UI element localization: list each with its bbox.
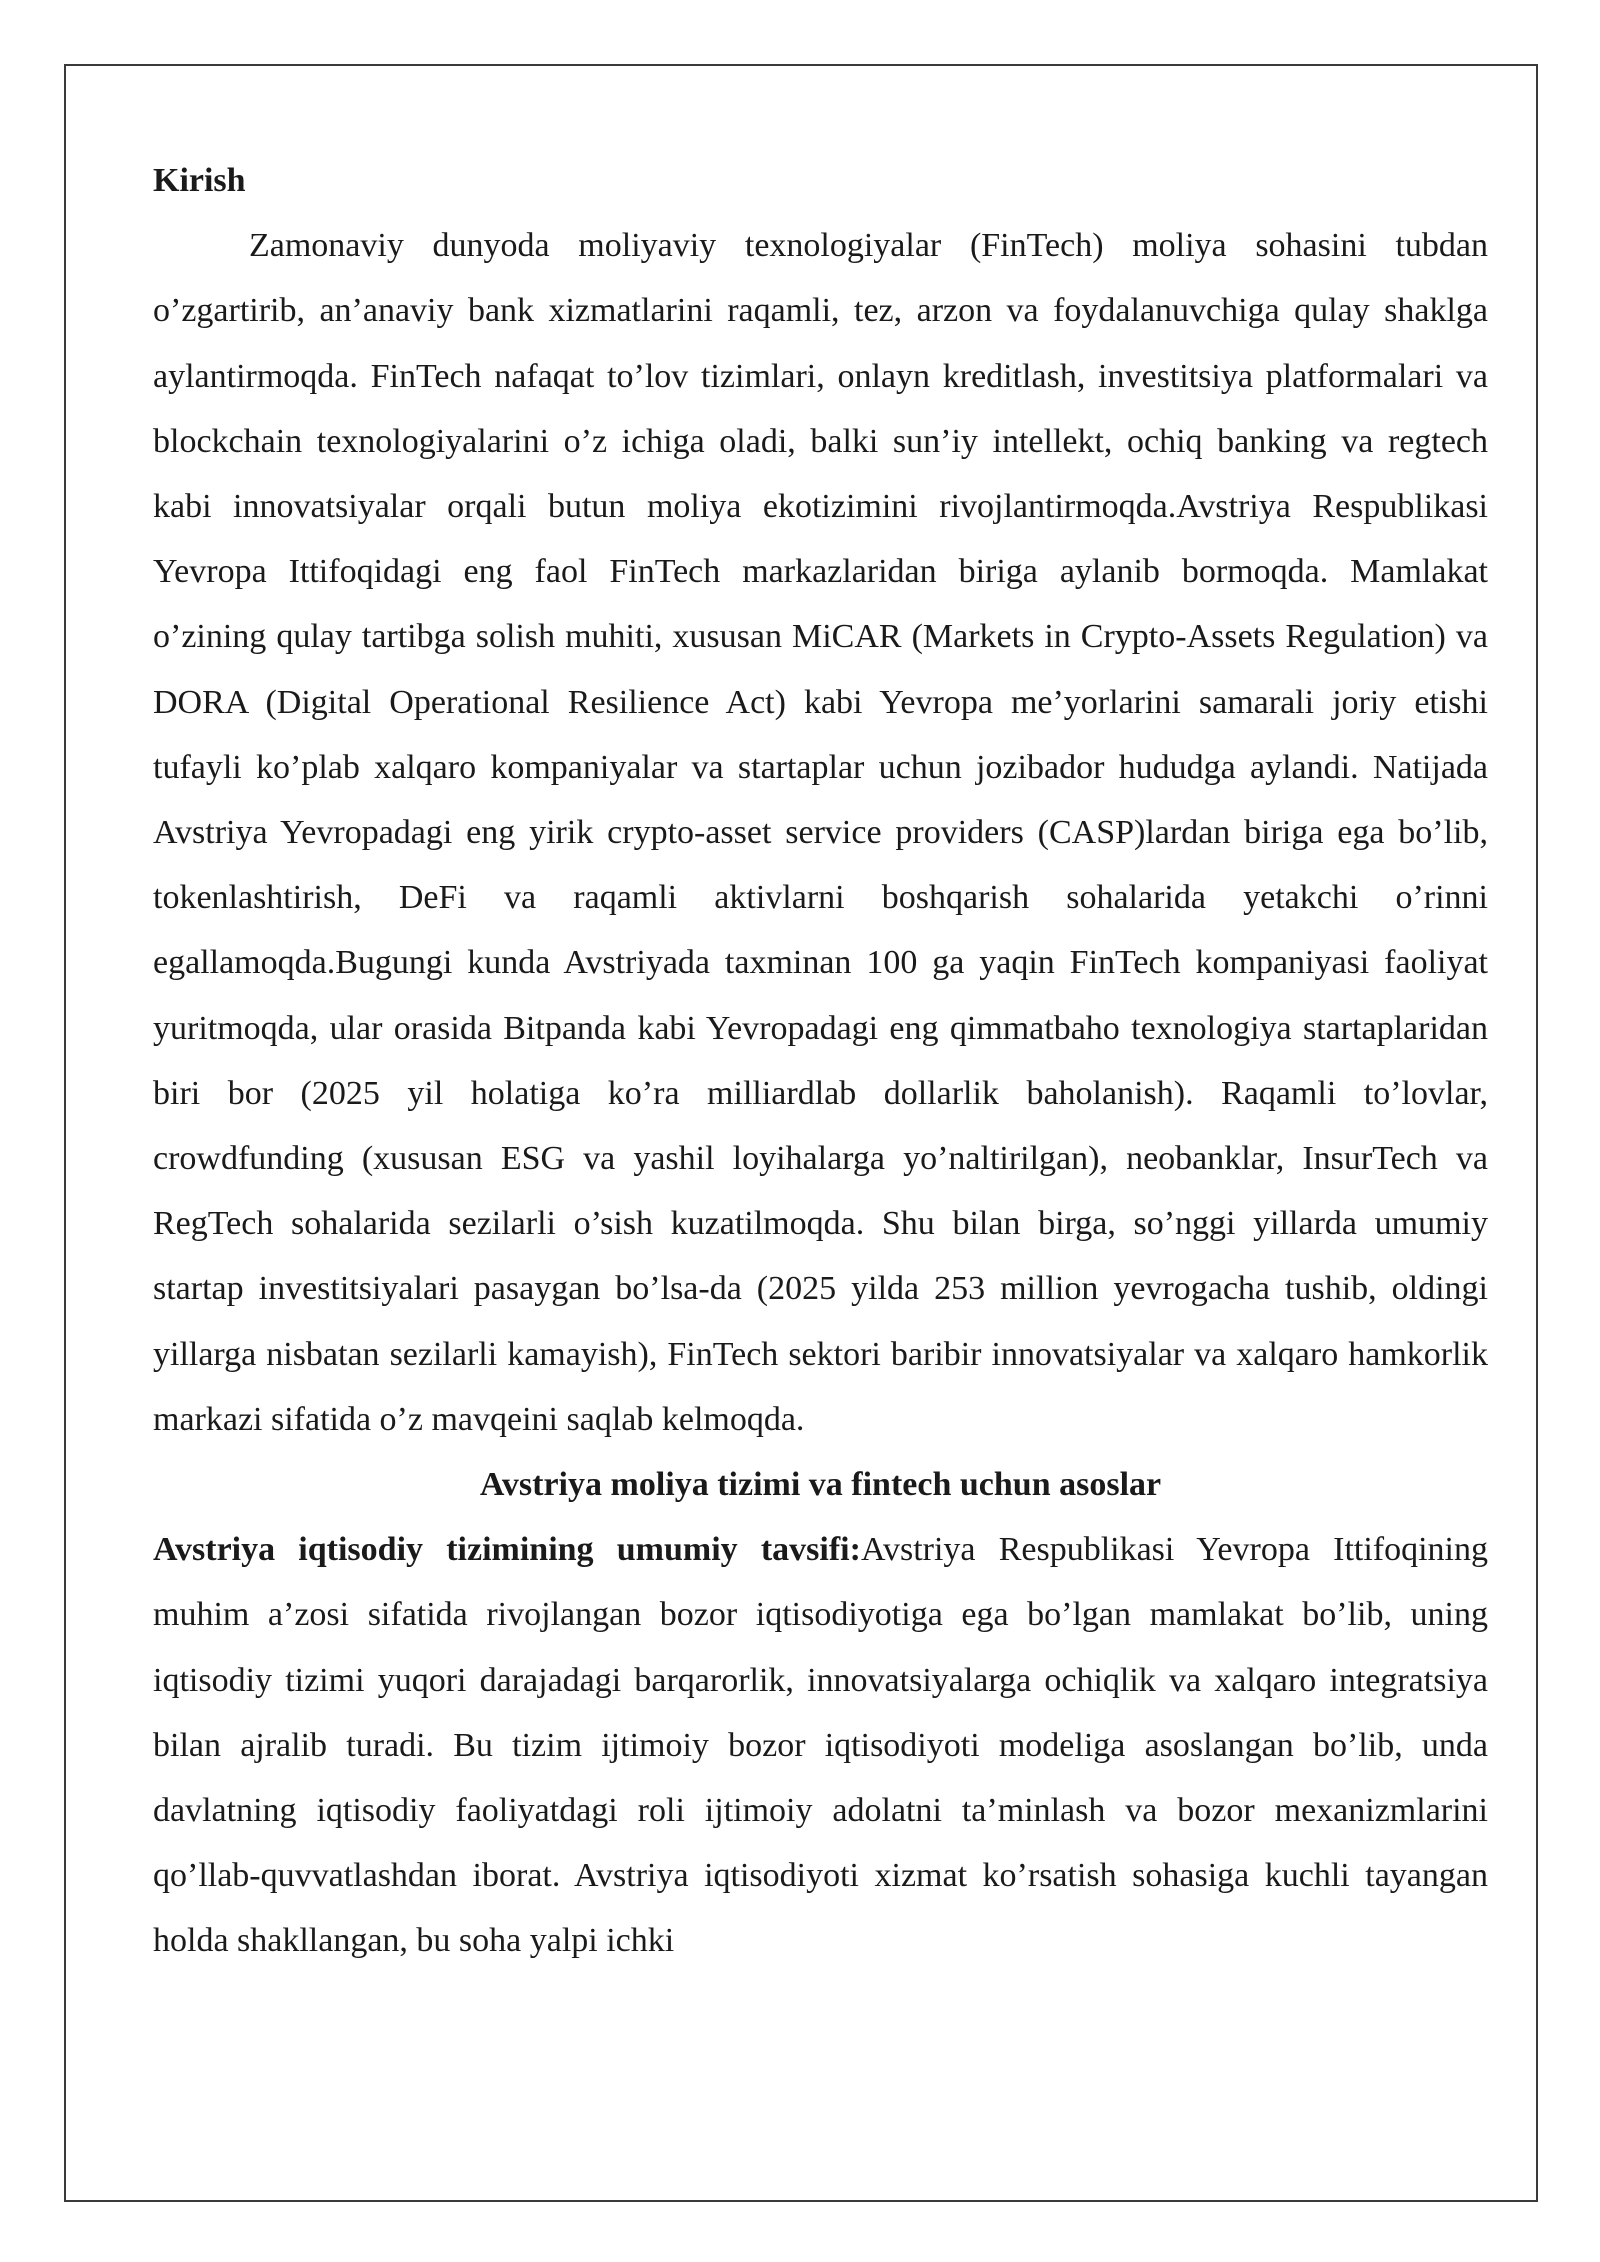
section-heading-kirish: Kirish [153,162,246,199]
section-lead: Avstriya iqtisodiy tizimining umumiy tavsifi: [153,1531,861,1569]
document-body [153,148,1488,1974]
section-title: Avstriya moliya tizimi va fintech uchun asoslar [479,1466,1162,1504]
section-paragraph-text: Avstriya Respublikasi Yevropa Ittifoqining muhim a’zosi sifatida rivojlangan bozor iqtisodiyotiga ega bo’lgan mamlakat bo’lib, uning iqtisodiy tizimi yuqori darajadagi barqarorlik, innovatsiyalarga ochiqlik va xalqaro integratsiya bilan ajralib turadi. Bu tizim ijtimoiy bozor iqtisodiyoti modeliga asoslangan bo’lib, unda davlatning iqtisodiy faoliyatdagi roli ijtimoiy adolatni ta’minlash va bozor mexanizmlarini qo’llab-quvvatlashdan iborat. Avstriya iqtisodiyoti xizmat ko’rsatish sohasiga kuchli tayangan holda shakllangan, bu soha yalpi ichki [153,1531,1489,1960]
section-paragraph [153,1517,1488,1973]
intro-paragraph: Zamonaviy dunyoda moliyaviy texnologiyalar (FinTech) moliya sohasini tubdan o’zgartirib, an’anaviy bank xizmatlarini raqamli, tez, arzon va foydalanuvchiga qulay shaklga aylantirmoqda. FinTech nafaqat to’lov tizimlari, onlayn kreditlash, investitsiya platformalari va blockchain texnologiyalarini o’z ichiga oladi, balki sun’iy intellekt, ochiq banking va regtech kabi innovatsiyalar orqali butun moliya ekotizimini rivojlantirmoqda.Avstriya Respublikasi Yevropa Ittifoqidagi eng faol FinTech markazlaridan biriga aylanib bormoqda. Mamlakat o’zining qulay tartibga solish muhiti, xususan MiCAR (Markets in Crypto-Assets Regulation) va DORA (Digital Operational Resilience Act) kabi Yevropa me’yorlarini samarali joriy etishi tufayli ko’plab xalqaro kompaniyalar va startaplar uchun jozibador hududga aylandi. Natijada Avstriya Yevropadagi eng yirik crypto-asset service providers (CASP)lardan biriga ega bo’lib, tokenlashtirish, DeFi va raqamli aktivlarni boshqarish sohalarida yetakchi o’rinni egallamoqda.Bugungi kunda Avstriyada taxminan 100 ga yaqin FinTech kompaniyasi faoliyat yuritmoqda, ular orasida Bitpanda kabi Yevropadagi eng qimmatbaho texnologiya startaplaridan biri bor (2025 yil holatiga ko’ra milliardlab dollarlik baholanish). Raqamli to’lovlar, crowdfunding (xususan ESG va yashil loyihalarga yo’naltirilgan), neobanklar, InsurTech va RegTech sohalarida sezilarli o’sish kuzatilmoqda. Shu bilan birga, so’nggi yillarda umumiy startap investitsiyalari pasaygan bo’lsa-da (2025 yilda 253 million yevrogacha tushib, oldingi yillarga nisbatan sezilarli kamayish), FinTech sektori baribir innovatsiyalar va xalqaro hamkorlik markazi sifatida o’z mavqeini saqlab kelmoqda. [153,227,1488,1438]
